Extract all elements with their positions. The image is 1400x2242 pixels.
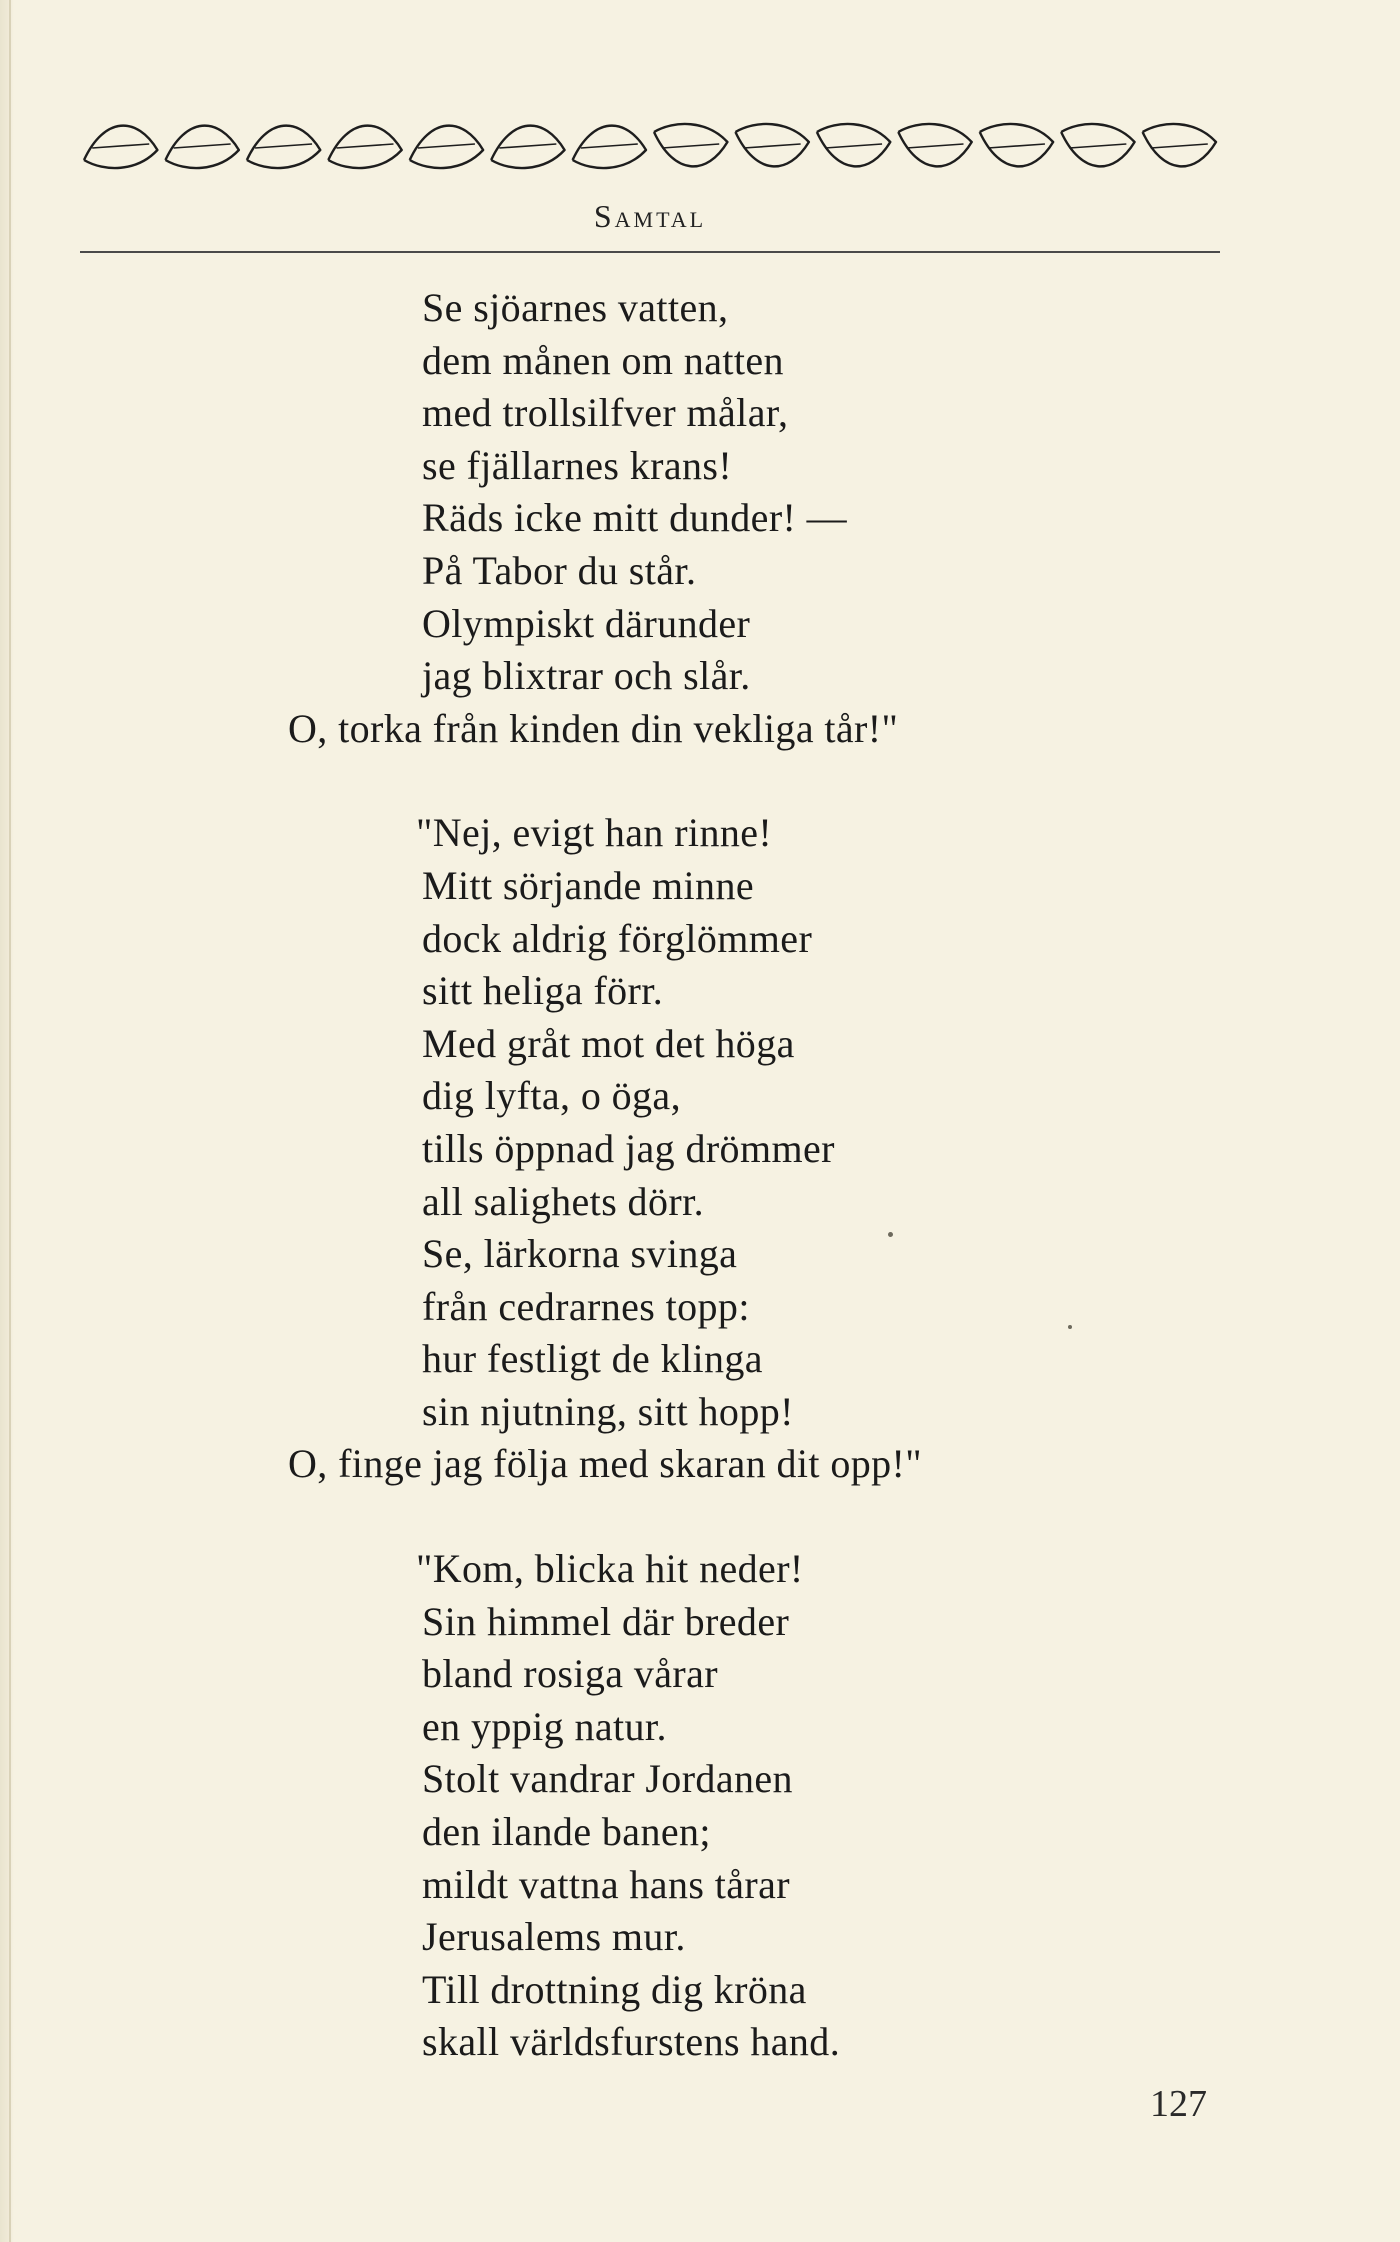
header-rule: [80, 251, 1220, 253]
ornament-loop: [165, 126, 238, 168]
ornament-strand: [499, 144, 556, 148]
ornament-loop: [817, 124, 890, 166]
poem-line: På Tabor du står.: [422, 547, 697, 593]
poem-line: O, torka från kinden din vekliga tår!": [288, 705, 899, 751]
ornament-strand: [255, 144, 312, 148]
poem-line: sitt heliga förr.: [422, 968, 664, 1014]
ornament-loop: [1061, 124, 1134, 166]
ornament-strand: [988, 144, 1045, 148]
ornament-strand: [1151, 144, 1208, 148]
poem-line: Räds icke mitt dunder! —: [422, 495, 848, 541]
poem-line: dock aldrig förglömmer: [422, 915, 813, 961]
ornament-loop: [410, 126, 483, 168]
ornament-loop: [735, 124, 808, 166]
poem-line: skall världsfurstens hand.: [422, 2019, 841, 2065]
poem-line: Olympiskt därunder: [422, 600, 751, 646]
poem-line: Mitt sörjande minne: [422, 862, 754, 908]
stanza: [0, 282, 1300, 755]
poem-line: hur festligt de klinga: [422, 1336, 763, 1382]
ornament-strand: [825, 144, 882, 148]
poem-line: Stolt vandrar Jordanen: [422, 1756, 793, 1802]
ornament-loop: [84, 126, 157, 168]
ornament-loop: [980, 124, 1053, 166]
poem-line: mildt vattna hans tårar: [422, 1861, 790, 1907]
ornament-strand: [174, 144, 231, 148]
poem-line: Se sjöarnes vatten,: [422, 285, 729, 330]
poem-line: Till drottning dig kröna: [422, 1966, 807, 2012]
poem-line: O, finge jag följa med skaran dit opp!": [288, 1441, 922, 1487]
poem-line: "Nej, evigt han rinne!: [416, 810, 773, 856]
poem-line: all salighets dörr.: [422, 1178, 704, 1224]
ornament-strand: [337, 144, 394, 148]
poem-body: [0, 282, 1300, 2121]
ornament-strand: [662, 144, 719, 148]
paper-speck: [1068, 1325, 1072, 1329]
poem-line: från cedrarnes topp:: [422, 1283, 750, 1329]
poem-line: Jerusalems mur.: [422, 1914, 686, 1960]
ornament-strand: [92, 144, 149, 148]
decorative-header-ornament: [80, 110, 1220, 182]
poem-line: se fjällarnes krans!: [422, 442, 733, 488]
stanza: [0, 1543, 1300, 2069]
poem-line: Sin himmel där breder: [422, 1598, 790, 1644]
ornament-loop: [491, 126, 564, 168]
ornament-loop: [247, 126, 320, 168]
ornament-loop: [1143, 124, 1216, 166]
ornament-strand: [744, 144, 801, 148]
poem-line: en yppig natur.: [422, 1703, 667, 1749]
poem-line: den ilande banen;: [422, 1809, 711, 1855]
ornament-loop: [654, 124, 727, 166]
ornament-loop: [898, 124, 971, 166]
poem-line: dem månen om natten: [422, 337, 784, 383]
paper-speck: [888, 1232, 893, 1237]
poem-line: Se, lärkorna svinga: [422, 1231, 738, 1277]
ornament-strand: [418, 144, 475, 148]
poem-line: "Kom, blicka hit neder!: [416, 1546, 804, 1592]
ornament-strand: [907, 144, 964, 148]
page-number: 127: [1150, 2083, 1207, 2125]
ornament-loop: [328, 126, 401, 168]
ornament-loop: [573, 126, 646, 168]
stanza: [0, 807, 1300, 1491]
running-head: Samtal: [593, 198, 707, 234]
poem-line: tills öppnad jag drömmer: [422, 1125, 835, 1171]
poem-line: sin njutning, sitt hopp!: [422, 1388, 794, 1434]
poem-line: med trollsilfver målar,: [422, 390, 789, 436]
ornament-strand: [581, 144, 638, 148]
poem-line: bland rosiga vårar: [422, 1651, 718, 1697]
poem-line: Med gråt mot det höga: [422, 1020, 795, 1066]
poem-line: dig lyfta, o öga,: [422, 1073, 681, 1119]
poem-line: jag blixtrar och slår.: [422, 653, 751, 699]
ornament-strand: [1069, 144, 1126, 148]
